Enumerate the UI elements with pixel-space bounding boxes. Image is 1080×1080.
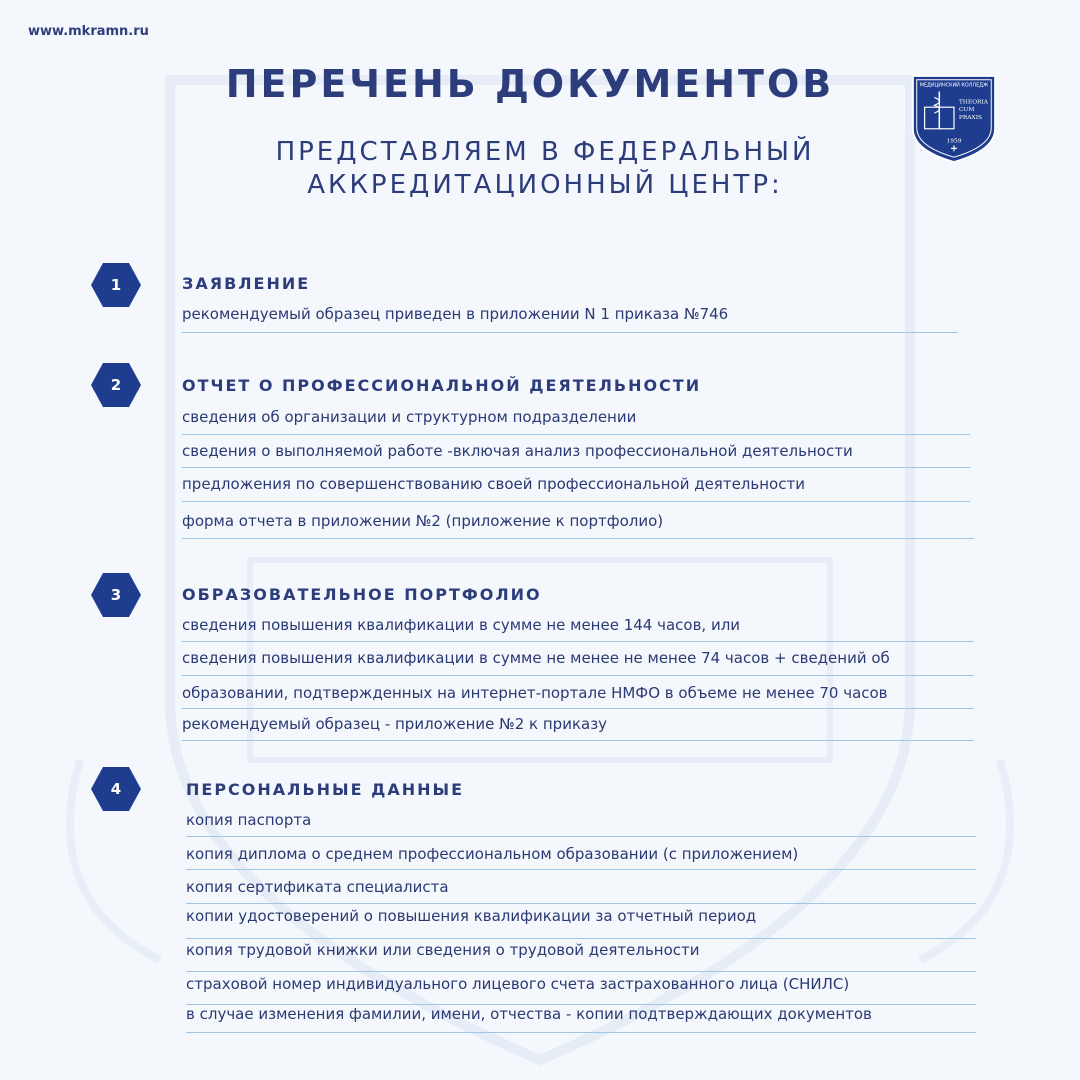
divider (182, 332, 958, 333)
divider (186, 938, 976, 939)
section-1-number: 1 (110, 276, 122, 294)
divider (182, 675, 974, 676)
section-2-item-2: сведения о выполняемой работе -включая анализ профессиональной деятельности (182, 442, 853, 460)
section-3-item-1: сведения повышения квалификации в сумме не менее 144 часов, или (182, 616, 741, 634)
section-2-title: ОТЧЕТ О ПРОФЕССИОНАЛЬНОЙ ДЕЯТЕЛЬНОСТИ (182, 376, 702, 395)
page-title: ПЕРЕЧЕНЬ ДОКУМЕНТОВ (225, 62, 835, 106)
section-4-number: 4 (110, 780, 122, 798)
subtitle-line-2: АККРЕДИТАЦИОННЫЙ ЦЕНТР: (307, 170, 783, 200)
logo-motto-2: CUM (958, 107, 975, 114)
section-4-item-6: страховой номер индивидуального лицевого счета застрахованного лица (СНИЛС) (186, 975, 850, 993)
section-1-item-1: рекомендуемый образец приведен в приложении N 1 приказа №746 (182, 305, 729, 323)
section-1-title: ЗАЯВЛЕНИЕ (182, 274, 311, 293)
site-url[interactable]: www.mkramn.ru (28, 24, 149, 39)
divider (182, 740, 974, 741)
section-4-title: ПЕРСОНАЛЬНЫЕ ДАННЫЕ (186, 780, 465, 799)
divider (186, 836, 976, 837)
divider (186, 869, 976, 870)
section-2-item-1: сведения об организации и структурном подразделении (182, 408, 637, 426)
divider (182, 434, 970, 435)
divider (182, 467, 970, 468)
section-4-item-1: копия паспорта (186, 811, 312, 829)
section-4-item-2: копия диплома о среднем профессиональном образовании (с приложением) (186, 845, 799, 863)
section-2-item-3: предложения по совершенствованию своей профессиональной деятельности (182, 475, 805, 493)
divider (182, 641, 974, 642)
section-3-item-4: рекомендуемый образец - приложение №2 к приказу (182, 715, 608, 733)
section-4-item-4: копии удостоверений о повышения квалификации за отчетный период (186, 907, 757, 925)
divider (182, 501, 970, 502)
logo-top-text: МЕДИЦИНСКИЙ КОЛЛЕДЖ (919, 82, 989, 89)
section-4-item-3: копия сертификата специалиста (186, 878, 449, 896)
divider (182, 538, 974, 539)
subtitle-line-1: ПРЕДСТАВЛЯЕМ В ФЕДЕРАЛЬНЫЙ (275, 137, 815, 167)
section-3-item-2: сведения повышения квалификации в сумме не менее не менее 74 часов + сведений об (182, 649, 890, 667)
section-4-item-7: в случае изменения фамилии, имени, отчества - копии подтверждающих документов (186, 1005, 872, 1023)
divider (182, 708, 974, 709)
section-3-number: 3 (110, 586, 122, 604)
college-crest-icon (905, 68, 1003, 166)
logo-motto-1: THEORIA (958, 99, 989, 106)
divider (186, 971, 976, 972)
divider (186, 903, 976, 904)
logo-year: 1959 (946, 138, 962, 145)
divider (186, 1032, 976, 1033)
section-2-item-4: форма отчета в приложении №2 (приложение к портфолио) (182, 512, 664, 530)
section-2-number: 2 (110, 376, 122, 394)
section-3-item-3: образовании, подтвержденных на интернет-портале НМФО в объеме не менее 70 часов (182, 684, 888, 702)
logo-motto-3: PRAXIS (958, 114, 983, 121)
section-3-title: ОБРАЗОВАТЕЛЬНОЕ ПОРТФОЛИО (182, 585, 542, 604)
section-4-item-5: копия трудовой книжки или сведения о трудовой деятельности (186, 941, 700, 959)
